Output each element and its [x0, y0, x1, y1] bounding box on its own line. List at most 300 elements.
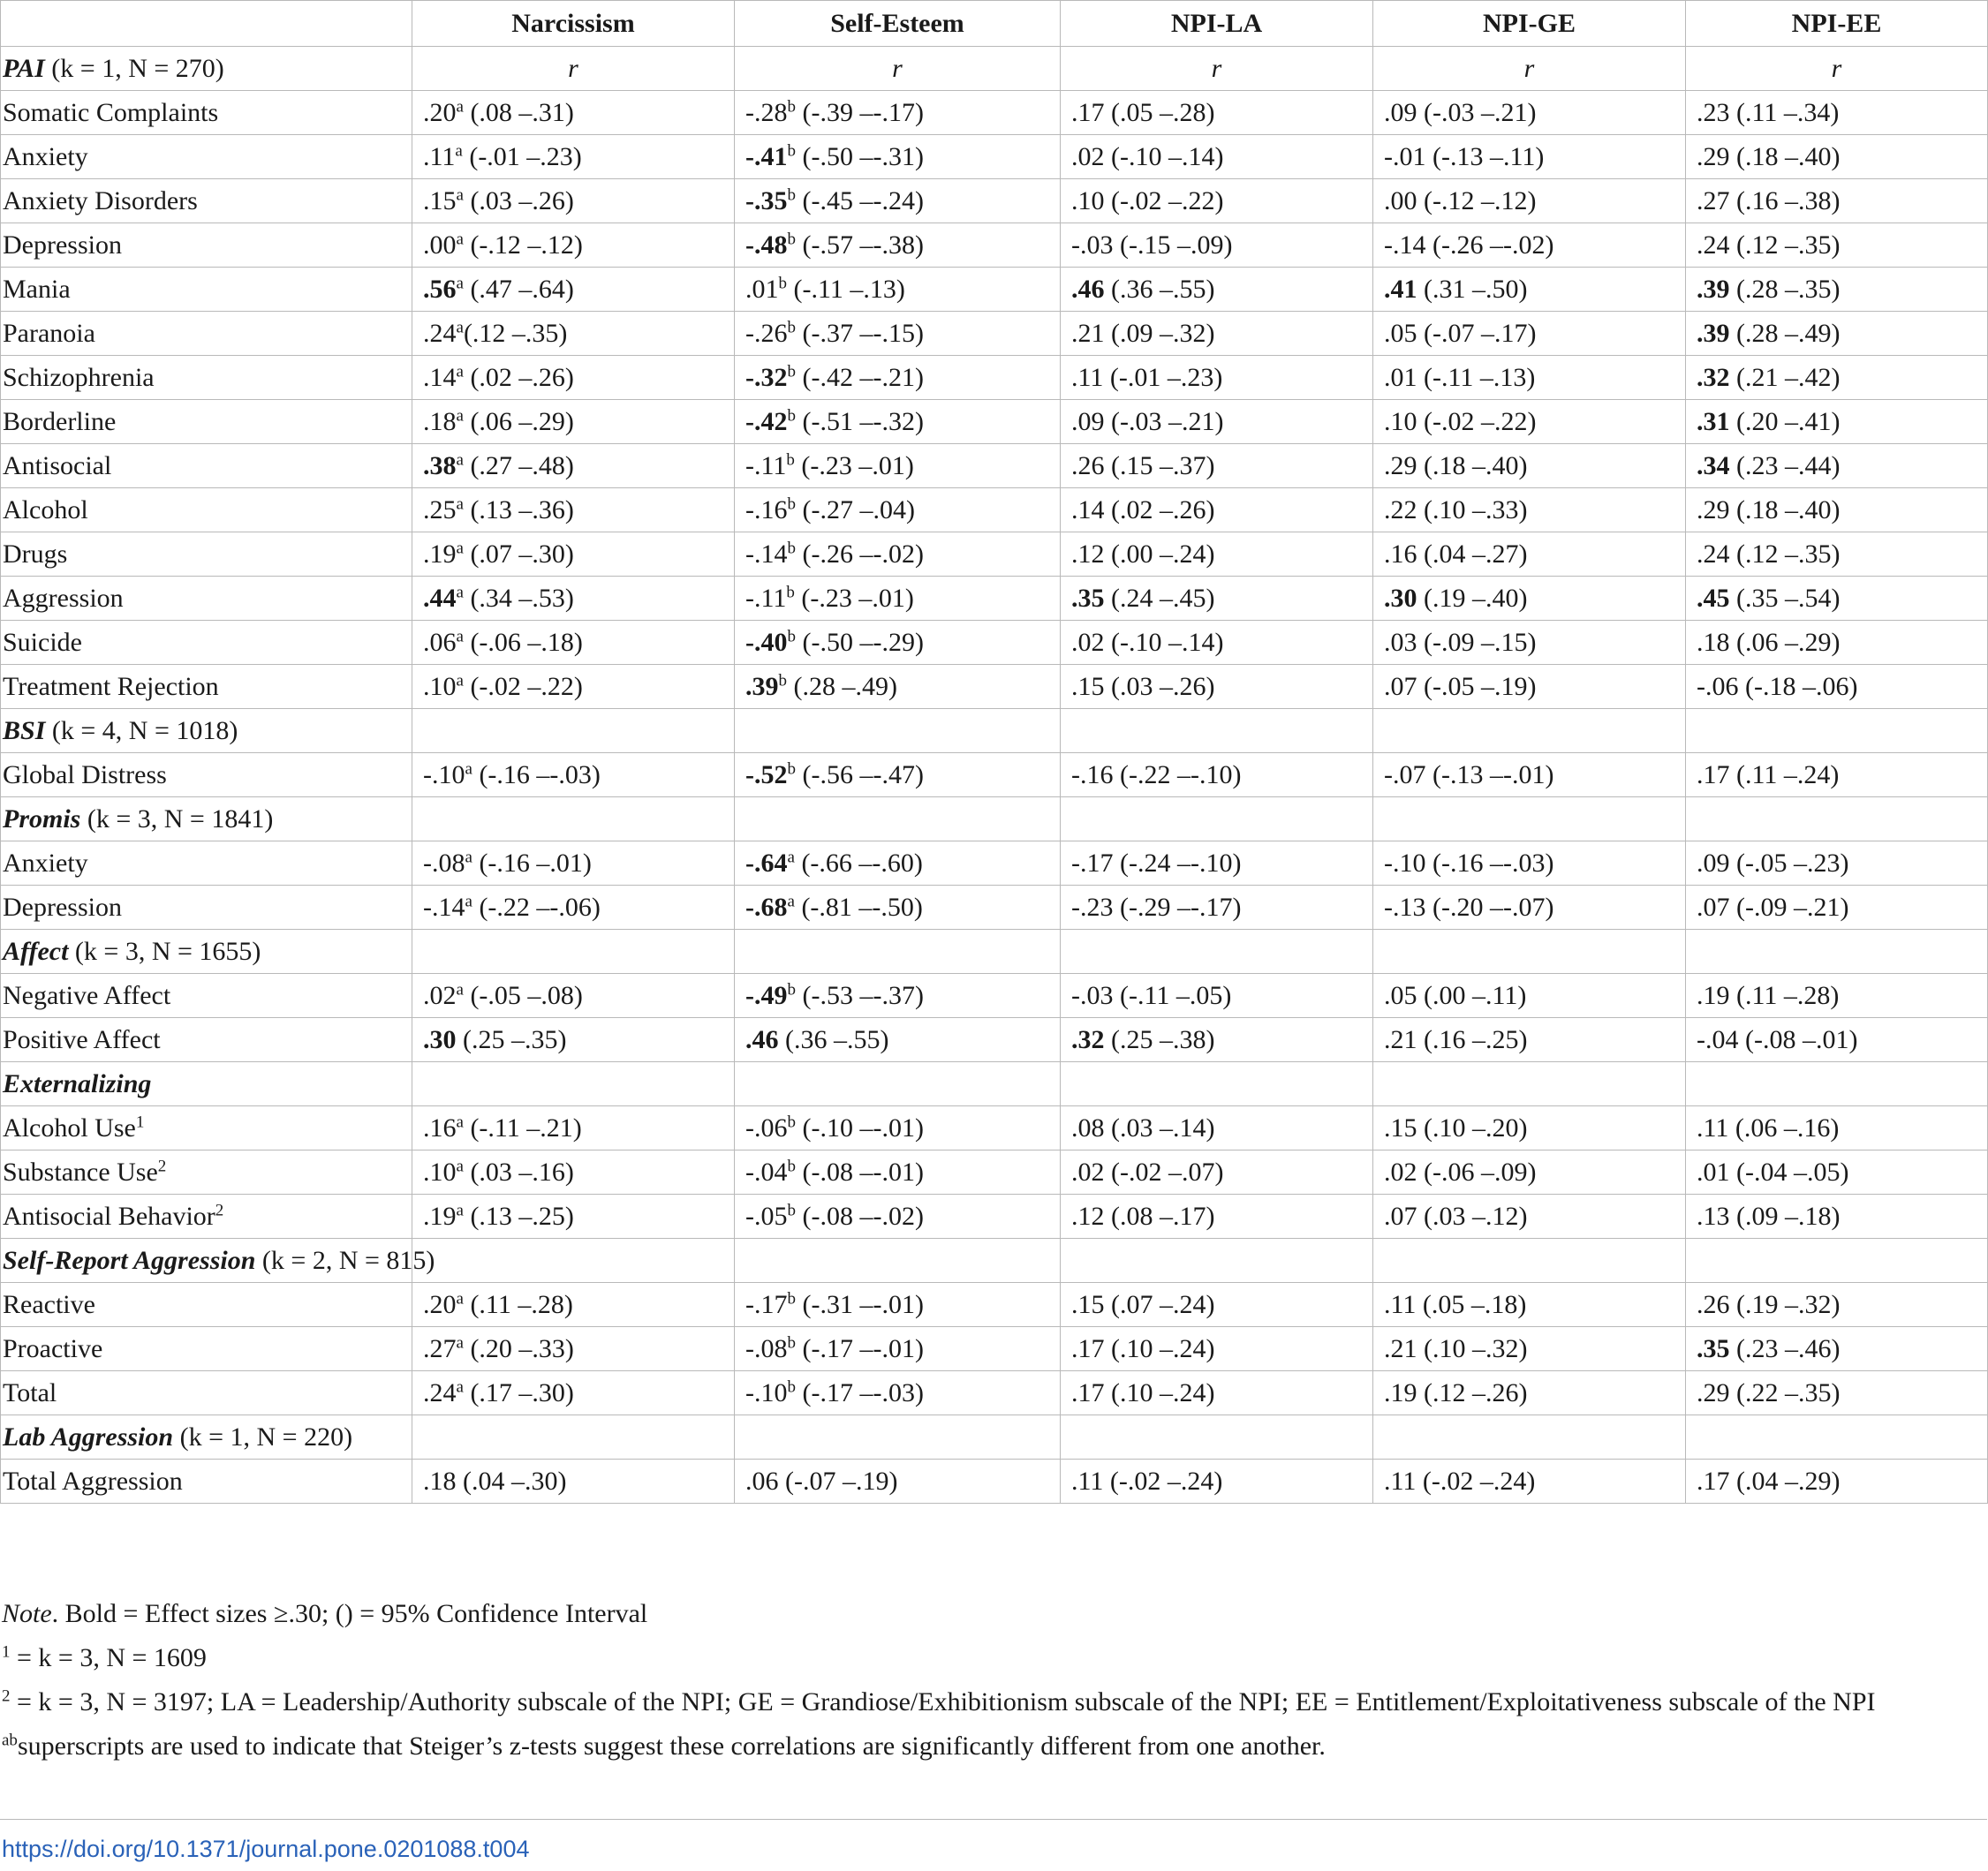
- table-row: [1, 91, 1988, 135]
- correlation-value: .29: [1697, 141, 1730, 171]
- correlation-value: .02: [1384, 1157, 1417, 1187]
- value-cell: [1686, 179, 1988, 223]
- value-cell: [735, 1283, 1061, 1327]
- confidence-interval: (.18 –.40): [1424, 450, 1528, 480]
- correlation-value: .56: [423, 274, 457, 304]
- row-label-cell: [1, 665, 412, 709]
- correlation-value: .35: [1071, 583, 1105, 613]
- value-cell: [735, 1460, 1061, 1504]
- confidence-interval: (.04 –.27): [1424, 539, 1528, 569]
- row-label-cell: [1, 841, 412, 886]
- confidence-interval: (-.07 –.19): [785, 1466, 898, 1496]
- confidence-interval: (-.02 –.07): [1111, 1157, 1224, 1187]
- steiger-superscript: b: [787, 627, 796, 646]
- table-row: [1, 577, 1988, 621]
- confidence-interval: (.25 –.38): [1111, 1024, 1215, 1054]
- value-cell: [412, 621, 735, 665]
- confidence-interval: (.03 –.12): [1424, 1201, 1528, 1231]
- value-cell: [1373, 621, 1686, 665]
- correlation-value: -.07: [1384, 759, 1426, 789]
- confidence-interval: (.25 –.35): [463, 1024, 567, 1054]
- correlation-value: .15: [423, 185, 457, 215]
- correlation-value: .17: [1071, 1333, 1105, 1363]
- correlation-value: -.10: [745, 1377, 788, 1407]
- correlation-value: .10: [423, 1157, 457, 1187]
- value-cell: [735, 488, 1061, 532]
- confidence-interval: (-.15 –.09): [1120, 230, 1233, 260]
- row-label-cell: [1, 1283, 412, 1327]
- confidence-interval: (.07 –.30): [470, 539, 574, 569]
- r-label: r: [735, 47, 1061, 91]
- value-cell: [1686, 532, 1988, 577]
- value-cell: [1373, 1460, 1686, 1504]
- correlation-value: -.17: [745, 1289, 788, 1319]
- correlation-value: .17: [1697, 759, 1730, 789]
- steiger-superscript: a: [456, 406, 464, 426]
- row-label: Borderline: [3, 406, 117, 436]
- empty-cell: [1686, 709, 1988, 753]
- value-cell: [412, 974, 735, 1018]
- empty-cell: [735, 1062, 1061, 1106]
- correlation-value: -.03: [1071, 230, 1114, 260]
- steiger-superscript: b: [787, 97, 796, 117]
- section-header-row: [1, 709, 1988, 753]
- correlation-value: -.04: [1697, 1024, 1739, 1054]
- value-cell: [1061, 135, 1373, 179]
- steiger-superscript: a: [456, 185, 464, 205]
- confidence-interval: (.36 –.55): [785, 1024, 889, 1054]
- section-title: [1, 1062, 412, 1106]
- value-cell: [412, 223, 735, 268]
- correlation-value: .17: [1071, 1377, 1105, 1407]
- correlation-value: .13: [1697, 1201, 1730, 1231]
- steiger-superscript: a: [455, 141, 463, 161]
- correlation-value: .01: [1384, 362, 1417, 392]
- table-row: [1, 1106, 1988, 1151]
- r-label: r: [1686, 47, 1988, 91]
- confidence-interval: (-.17 –-.03): [802, 1377, 924, 1407]
- row-label: Global Distress: [3, 759, 167, 789]
- correlation-value: .26: [1697, 1289, 1730, 1319]
- row-label-cell: [1, 974, 412, 1018]
- confidence-interval: (.12 –.35): [463, 318, 568, 348]
- section-header-row: [1, 1415, 1988, 1460]
- correlation-value: .34: [1697, 450, 1730, 480]
- value-cell: [1373, 356, 1686, 400]
- correlation-value: .07: [1384, 1201, 1417, 1231]
- correlation-value: .31: [1697, 406, 1730, 436]
- value-cell: [1373, 577, 1686, 621]
- steiger-superscript: a: [456, 274, 464, 293]
- confidence-interval: (.00 –.24): [1111, 539, 1215, 569]
- value-cell: [1373, 312, 1686, 356]
- correlation-value: -.03: [1071, 980, 1114, 1010]
- confidence-interval: (-.04 –.05): [1736, 1157, 1849, 1187]
- value-cell: [1373, 753, 1686, 797]
- correlation-value: .09: [1697, 848, 1730, 878]
- correlation-value: .00: [423, 230, 457, 260]
- confidence-interval: (-.01 –.23): [469, 141, 582, 171]
- row-label: Negative Affect: [3, 980, 171, 1010]
- confidence-interval: (.03 –.14): [1111, 1113, 1215, 1143]
- steiger-superscript: a: [456, 1377, 464, 1397]
- footnote-1-text: = k = 3, N = 1609: [10, 1643, 207, 1672]
- value-cell: [1686, 1106, 1988, 1151]
- steiger-superscript: a: [456, 1113, 464, 1132]
- row-label-cell: [1, 179, 412, 223]
- steiger-superscript: a: [456, 494, 464, 514]
- row-label: Depression: [3, 230, 122, 260]
- section-name: Promis: [3, 803, 81, 834]
- footnote-2-text: = k = 3, N = 3197; LA = Leadership/Authority subscale of the NPI; GE = Grandiose/Exhibitionism subscale of the NPI; EE = Entitlement/Exploitativeness subscale of the NPI: [10, 1687, 1876, 1716]
- value-cell: [412, 1371, 735, 1415]
- footnote-2: [2, 1680, 1980, 1724]
- doi-link[interactable]: https://doi.org/10.1371/journal.pone.0201088.t004: [2, 1836, 530, 1862]
- value-cell: [1061, 356, 1373, 400]
- value-cell: [1061, 886, 1373, 930]
- correlation-value: -.68: [745, 892, 788, 922]
- confidence-interval: (-.23 –.01): [801, 450, 914, 480]
- correlation-value: .46: [745, 1024, 779, 1054]
- row-label-cell: [1, 268, 412, 312]
- correlation-value: .17: [1697, 1466, 1730, 1496]
- value-cell: [735, 312, 1061, 356]
- empty-cell: [412, 1415, 735, 1460]
- correlation-value: -.40: [745, 627, 788, 657]
- correlation-value: .19: [1384, 1377, 1417, 1407]
- correlation-value: .11: [1071, 362, 1104, 392]
- steiger-superscript: b: [787, 362, 796, 381]
- value-cell: [412, 1106, 735, 1151]
- confidence-interval: (-.03 –.21): [1424, 97, 1537, 127]
- confidence-interval: (.08 –.31): [470, 97, 574, 127]
- row-label: Reactive: [3, 1289, 95, 1319]
- correlation-value: -.08: [745, 1333, 788, 1363]
- value-cell: [735, 179, 1061, 223]
- confidence-interval: (-.12 –.12): [1424, 185, 1537, 215]
- confidence-interval: (-.10 –-.01): [802, 1113, 924, 1143]
- steiger-superscript: a: [456, 1289, 464, 1309]
- correlation-value: .38: [423, 450, 457, 480]
- confidence-interval: (.21 –.42): [1736, 362, 1841, 392]
- row-label: Drugs: [3, 539, 68, 569]
- correlation-value: .18: [423, 1466, 457, 1496]
- section-info: (k = 1, N = 270): [51, 53, 224, 83]
- confidence-interval: (-.39 –-.17): [802, 97, 924, 127]
- empty-cell: [1061, 1239, 1373, 1283]
- confidence-interval: (.11 –.24): [1736, 759, 1840, 789]
- steiger-superscript: b: [786, 450, 795, 470]
- value-cell: [735, 444, 1061, 488]
- confidence-interval: (.11 –.34): [1736, 97, 1840, 127]
- value-cell: [1061, 268, 1373, 312]
- value-cell: [735, 532, 1061, 577]
- confidence-interval: (-.05 –.08): [470, 980, 583, 1010]
- confidence-interval: (.15 –.37): [1111, 450, 1215, 480]
- correlation-value: -.28: [745, 97, 788, 127]
- empty-cell: [412, 709, 735, 753]
- correlation-value: .21: [1384, 1333, 1417, 1363]
- footnote-ab: [2, 1724, 1980, 1769]
- confidence-interval: (-.08 –-.01): [802, 1157, 924, 1187]
- empty-cell: [1686, 930, 1988, 974]
- steiger-superscript: a: [787, 848, 795, 867]
- value-cell: [1686, 356, 1988, 400]
- correlation-value: .11: [1071, 1466, 1104, 1496]
- row-label: Aggression: [3, 583, 124, 613]
- steiger-superscript: b: [787, 230, 796, 249]
- section-info: (k = 3, N = 1655): [74, 936, 261, 966]
- correlation-value: .19: [423, 1201, 457, 1231]
- confidence-interval: (.03 –.16): [470, 1157, 574, 1187]
- value-cell: [1061, 91, 1373, 135]
- value-cell: [1373, 1151, 1686, 1195]
- empty-cell: [735, 1415, 1061, 1460]
- empty-cell: [735, 930, 1061, 974]
- confidence-interval: (.07 –.24): [1111, 1289, 1215, 1319]
- value-cell: [1686, 223, 1988, 268]
- footnote-ab-mark: ab: [2, 1731, 18, 1750]
- value-cell: [1061, 753, 1373, 797]
- section-name: BSI: [3, 715, 46, 745]
- section-title: [1, 1415, 412, 1460]
- correlation-value: -.10: [423, 759, 465, 789]
- confidence-interval: (-.05 –.19): [1424, 671, 1537, 701]
- confidence-interval: (-.56 –-.47): [802, 759, 924, 789]
- steiger-superscript: b: [787, 1201, 796, 1220]
- confidence-interval: (.05 –.18): [1422, 1289, 1527, 1319]
- steiger-superscript: a: [456, 539, 464, 558]
- correlation-value: .30: [423, 1024, 457, 1054]
- r-label: r: [412, 47, 735, 91]
- value-cell: [735, 356, 1061, 400]
- correlation-value: .15: [1384, 1113, 1417, 1143]
- correlation-value: -.05: [745, 1201, 788, 1231]
- correlation-value: -.35: [745, 185, 788, 215]
- value-cell: [735, 1371, 1061, 1415]
- section-title: [1, 47, 412, 91]
- table-row: [1, 753, 1988, 797]
- correlation-value: .10: [423, 671, 457, 701]
- empty-cell: [1373, 709, 1686, 753]
- value-cell: [1373, 444, 1686, 488]
- confidence-interval: (-.11 –.05): [1120, 980, 1232, 1010]
- section-name: Externalizing: [3, 1068, 152, 1098]
- value-cell: [1061, 1018, 1373, 1062]
- steiger-superscript: b: [778, 671, 787, 690]
- section-header-row: [1, 930, 1988, 974]
- confidence-interval: (.02 –.26): [470, 362, 574, 392]
- value-cell: [1061, 1151, 1373, 1195]
- correlation-value: -.41: [745, 141, 788, 171]
- correlation-value: -.14: [423, 892, 465, 922]
- value-cell: [1061, 1106, 1373, 1151]
- value-cell: [1686, 1018, 1988, 1062]
- row-label-cell: [1, 753, 412, 797]
- steiger-superscript: a: [465, 892, 472, 911]
- correlation-value: -.26: [745, 318, 788, 348]
- value-cell: [1686, 135, 1988, 179]
- correlation-value: .09: [1071, 406, 1105, 436]
- empty-cell: [735, 797, 1061, 841]
- value-cell: [1373, 1371, 1686, 1415]
- confidence-interval: (.20 –.41): [1736, 406, 1841, 436]
- confidence-interval: (-.06 –.09): [1424, 1157, 1537, 1187]
- confidence-interval: (-.17 –-.01): [802, 1333, 924, 1363]
- value-cell: [1061, 223, 1373, 268]
- value-cell: [1373, 886, 1686, 930]
- confidence-interval: (.04 –.29): [1736, 1466, 1841, 1496]
- value-cell: [1373, 488, 1686, 532]
- value-cell: [1061, 1371, 1373, 1415]
- correlation-value: .24: [423, 1377, 457, 1407]
- correlation-value: .39: [745, 671, 779, 701]
- correlation-value: -.08: [423, 848, 465, 878]
- correlation-value: .07: [1697, 892, 1730, 922]
- value-cell: [412, 488, 735, 532]
- confidence-interval: (-.66 –-.60): [801, 848, 923, 878]
- confidence-interval: (-.22 –-.10): [1120, 759, 1242, 789]
- correlation-value: .00: [1384, 185, 1417, 215]
- steiger-superscript: b: [787, 1333, 796, 1353]
- correlation-value: .21: [1071, 318, 1105, 348]
- value-cell: [1686, 577, 1988, 621]
- value-cell: [735, 1106, 1061, 1151]
- value-cell: [735, 577, 1061, 621]
- r-label: r: [1061, 47, 1373, 91]
- value-cell: [735, 886, 1061, 930]
- row-label-cell: [1, 1151, 412, 1195]
- correlation-value: .17: [1071, 97, 1105, 127]
- correlation-value: -.11: [745, 450, 787, 480]
- row-label-footnote-mark: 2: [157, 1157, 167, 1176]
- correlation-value: .29: [1697, 1377, 1730, 1407]
- confidence-interval: (-.02 –.22): [470, 671, 583, 701]
- confidence-interval: (.19 –.32): [1736, 1289, 1841, 1319]
- value-cell: [1061, 974, 1373, 1018]
- row-label: Mania: [3, 274, 71, 304]
- correlation-value: .19: [423, 539, 457, 569]
- confidence-interval: (-.26 –-.02): [802, 539, 924, 569]
- confidence-interval: (.28 –.49): [793, 671, 897, 701]
- correlation-value: -.64: [745, 848, 788, 878]
- steiger-superscript: a: [456, 450, 464, 470]
- value-cell: [412, 268, 735, 312]
- value-cell: [1061, 444, 1373, 488]
- value-cell: [1686, 1283, 1988, 1327]
- value-cell: [1061, 841, 1373, 886]
- value-cell: [735, 1151, 1061, 1195]
- confidence-interval: (.06 –.29): [1736, 627, 1841, 657]
- confidence-interval: (.12 –.35): [1736, 539, 1841, 569]
- row-label: Proactive: [3, 1333, 103, 1363]
- confidence-interval: (-.05 –.23): [1736, 848, 1849, 878]
- confidence-interval: (-.27 –.04): [802, 494, 915, 524]
- correlation-value: -.16: [745, 494, 788, 524]
- table-row: [1, 841, 1988, 886]
- row-label: Total Aggression: [3, 1466, 183, 1496]
- correlation-value: .16: [423, 1113, 457, 1143]
- steiger-superscript: b: [787, 185, 796, 205]
- empty-cell: [1373, 1062, 1686, 1106]
- confidence-interval: (-.45 –-.24): [802, 185, 924, 215]
- value-cell: [412, 665, 735, 709]
- row-label: Positive Affect: [3, 1024, 161, 1054]
- confidence-interval: (.00 –.11): [1424, 980, 1527, 1010]
- confidence-interval: (-.02 –.22): [1424, 406, 1537, 436]
- correlation-value: .21: [1384, 1024, 1417, 1054]
- correlation-value: .41: [1384, 274, 1417, 304]
- correlation-value: .02: [1071, 141, 1105, 171]
- correlation-value: .23: [1697, 97, 1730, 127]
- steiger-superscript: a: [465, 848, 472, 867]
- table-header-row: [1, 1, 1988, 47]
- correlation-value: -.42: [745, 406, 788, 436]
- confidence-interval: (.31 –.50): [1424, 274, 1528, 304]
- confidence-interval: (.08 –.17): [1111, 1201, 1215, 1231]
- steiger-superscript: b: [787, 141, 796, 161]
- steiger-superscript: b: [787, 406, 796, 426]
- confidence-interval: (.05 –.28): [1111, 97, 1215, 127]
- value-cell: [1373, 91, 1686, 135]
- steiger-superscript: a: [456, 583, 464, 602]
- row-label-cell: [1, 444, 412, 488]
- correlation-value: -.23: [1071, 892, 1114, 922]
- correlation-value: .24: [1697, 230, 1730, 260]
- correlation-value: .14: [423, 362, 457, 392]
- confidence-interval: (-.51 –-.32): [802, 406, 924, 436]
- correlation-value: .12: [1071, 1201, 1105, 1231]
- confidence-interval: (.13 –.36): [470, 494, 574, 524]
- row-label-cell: [1, 312, 412, 356]
- value-cell: [412, 1018, 735, 1062]
- confidence-interval: (-.02 –.24): [1422, 1466, 1536, 1496]
- confidence-interval: (-.08 –-.02): [802, 1201, 924, 1231]
- confidence-interval: (.28 –.49): [1736, 318, 1841, 348]
- value-cell: [735, 841, 1061, 886]
- empty-cell: [1686, 1415, 1988, 1460]
- confidence-interval: (-.53 –-.37): [802, 980, 924, 1010]
- confidence-interval: (-.16 –.01): [479, 848, 592, 878]
- value-cell: [735, 268, 1061, 312]
- section-header-row: [1, 47, 1988, 91]
- correlation-value: .16: [1384, 539, 1417, 569]
- confidence-interval: (-.11 –.13): [1424, 362, 1536, 392]
- confidence-interval: (.09 –.32): [1111, 318, 1215, 348]
- table-row: [1, 488, 1988, 532]
- note-label: Note: [2, 1599, 52, 1628]
- empty-cell: [1061, 1415, 1373, 1460]
- footnote-1-mark: 1: [2, 1642, 11, 1662]
- correlation-value: .14: [1071, 494, 1105, 524]
- confidence-interval: (-.37 –-.15): [802, 318, 924, 348]
- table-row: [1, 886, 1988, 930]
- row-label-cell: [1, 223, 412, 268]
- row-label: Treatment Rejection: [3, 671, 219, 701]
- steiger-superscript: a: [456, 1333, 464, 1353]
- correlation-value: .45: [1697, 583, 1730, 613]
- table-row: [1, 312, 1988, 356]
- row-label-footnote-mark: 2: [215, 1201, 224, 1220]
- confidence-interval: (-.22 –-.06): [479, 892, 601, 922]
- confidence-interval: (-.50 –-.29): [802, 627, 924, 657]
- confidence-interval: (.18 –.40): [1736, 141, 1841, 171]
- confidence-interval: (-.29 –-.17): [1120, 892, 1242, 922]
- value-cell: [1373, 841, 1686, 886]
- section-title: [1, 930, 412, 974]
- empty-cell: [412, 930, 735, 974]
- value-cell: [412, 841, 735, 886]
